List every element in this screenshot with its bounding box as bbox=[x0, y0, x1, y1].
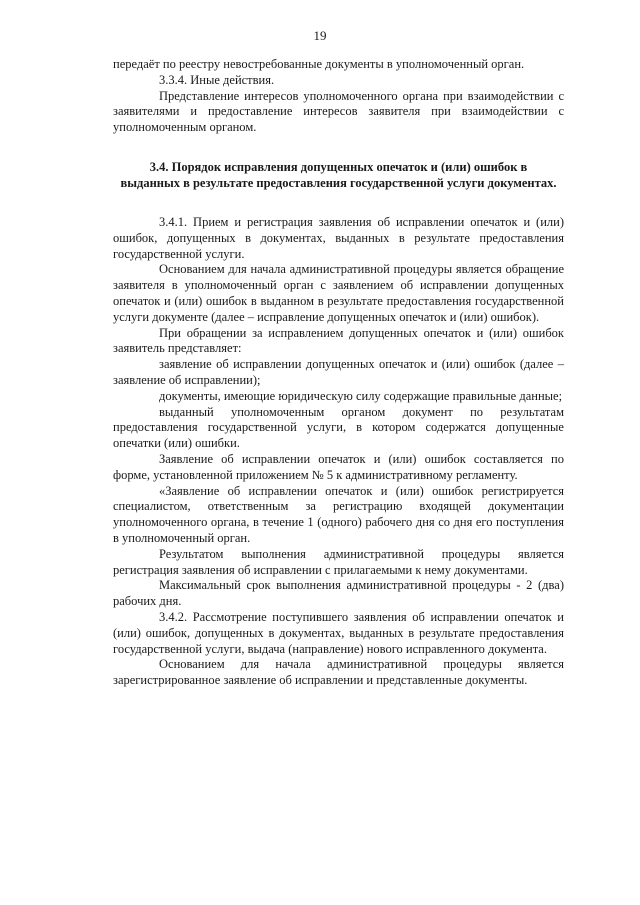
paragraph: Заявление об исправлении опечаток и (или) ошибок составляется по форме, установленной приложением № 5 к административному регламенту. bbox=[113, 451, 564, 482]
paragraph: Максимальный срок выполнения административной процедуры - 2 (два) рабочих дня. bbox=[113, 578, 564, 609]
paragraph: При обращении за исправлением допущенных опечаток и (или) ошибок заявитель представляет: bbox=[113, 325, 564, 356]
paragraph: передаёт по реестру невостребованные документы в уполномоченный орган. bbox=[113, 57, 525, 71]
page-number: 19 bbox=[313, 28, 327, 43]
paragraph: Результатом выполнения административной процедуры является регистрация заявления об исправлении с прилагаемыми к нему документами. bbox=[113, 546, 564, 577]
paragraph: 3.3.4. Иные действия. bbox=[159, 72, 275, 87]
paragraph: «Заявление об исправлении опечаток и (или) ошибок регистрируется специалистом, ответственным за регистрацию входящей документации уполномоченного органа, в течение 1 (одного) рабочего дня со дня его поступления в уполномоченный орган. bbox=[113, 483, 564, 545]
section-heading: 3.4. Порядок исправления допущенных опечаток и (или) ошибок в выданных в результате предоставления государственной услуги документах. bbox=[120, 159, 557, 190]
paragraph: Представление интересов уполномоченного органа при взаимодействии с заявителями и предоставление интересов заявителя при взаимодействии с уполномоченным органом. bbox=[113, 88, 564, 135]
paragraph: Основанием для начала административной процедуры является зарегистрированное заявление об исправлении и представленные документы. bbox=[113, 657, 564, 688]
list-item: выданный уполномоченным органом документ по результатам предоставления государственной услуги, в котором содержатся допущенные опечатки (или) ошибки. bbox=[113, 404, 564, 451]
paragraph: Основанием для начала административной процедуры является обращение заявителя в уполномоченный орган с заявлением об исправлении допущенных опечаток и (или) ошибок в выданном в результате предоставления государственной услуги документе (далее – исправление допущенных опечаток и (или) ошибок). bbox=[113, 262, 564, 324]
list-item: заявление об исправлении допущенных опечаток и (или) ошибок (далее – заявление об исправлении); bbox=[113, 357, 564, 387]
paragraph: 3.4.1. Прием и регистрация заявления об исправлении опечаток и (или) ошибок, допущенных в документах, выданных в результате предоставления государственной услуги. bbox=[113, 214, 564, 261]
document-body bbox=[113, 57, 564, 689]
list-item: документы, имеющие юридическую силу содержащие правильные данные; bbox=[159, 388, 563, 403]
paragraph: 3.4.2. Рассмотрение поступившего заявления об исправлении опечаток и (или) ошибок, допущенных в документах, выданных в результате предоставления государственной услуги, выдача (направление) нового исправленного документа. bbox=[113, 609, 564, 656]
